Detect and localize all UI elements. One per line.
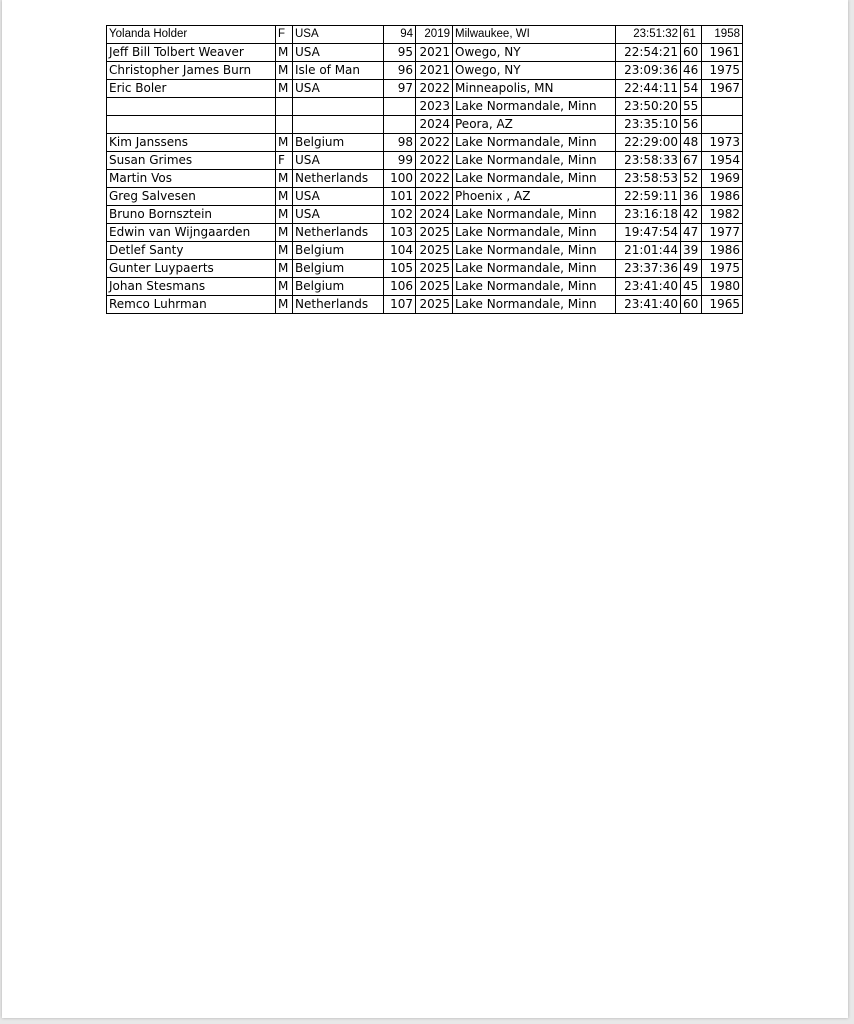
cell-age: 56 <box>681 116 702 134</box>
cell-name <box>107 98 276 116</box>
cell-age: 61 <box>681 26 702 44</box>
cell-birth-year: 1986 <box>702 188 743 206</box>
table-row <box>107 98 743 116</box>
cell-location: Lake Normandale, Minn <box>453 134 616 152</box>
cell-year: 2025 <box>416 242 453 260</box>
cell-number: 102 <box>384 206 416 224</box>
cell-name: Remco Luhrman <box>107 296 276 314</box>
cell-birth-year: 1977 <box>702 224 743 242</box>
cell-location: Peora, AZ <box>453 116 616 134</box>
cell-sex: M <box>276 80 293 98</box>
cell-age: 67 <box>681 152 702 170</box>
cell-time: 22:59:11 <box>616 188 681 206</box>
cell-time: 23:41:40 <box>616 278 681 296</box>
cell-name: Gunter Luypaerts <box>107 260 276 278</box>
cell-year: 2019 <box>416 26 453 44</box>
cell-number: 100 <box>384 170 416 188</box>
cell-age: 55 <box>681 98 702 116</box>
cell-age: 48 <box>681 134 702 152</box>
cell-age: 39 <box>681 242 702 260</box>
cell-sex: M <box>276 296 293 314</box>
cell-country: USA <box>293 206 384 224</box>
cell-name: Jeff Bill Tolbert Weaver <box>107 44 276 62</box>
cell-sex: M <box>276 242 293 260</box>
cell-sex: M <box>276 206 293 224</box>
cell-birth-year: 1982 <box>702 206 743 224</box>
cell-year: 2025 <box>416 278 453 296</box>
cell-country: Belgium <box>293 134 384 152</box>
cell-age: 52 <box>681 170 702 188</box>
cell-age: 49 <box>681 260 702 278</box>
cell-location: Lake Normandale, Minn <box>453 242 616 260</box>
table-row <box>107 224 743 242</box>
cell-year: 2024 <box>416 206 453 224</box>
table-row <box>107 152 743 170</box>
cell-year: 2022 <box>416 134 453 152</box>
cell-name: Detlef Santy <box>107 242 276 260</box>
cell-year: 2024 <box>416 116 453 134</box>
cell-name: Johan Stesmans <box>107 278 276 296</box>
cell-birth-year <box>702 98 743 116</box>
table-row <box>107 242 743 260</box>
cell-age: 60 <box>681 44 702 62</box>
table-row <box>107 26 743 44</box>
cell-country: USA <box>293 152 384 170</box>
cell-time: 19:47:54 <box>616 224 681 242</box>
cell-time: 23:35:10 <box>616 116 681 134</box>
cell-location: Lake Normandale, Minn <box>453 152 616 170</box>
cell-country <box>293 116 384 134</box>
cell-location: Lake Normandale, Minn <box>453 260 616 278</box>
table-row <box>107 188 743 206</box>
cell-country <box>293 98 384 116</box>
cell-time: 21:01:44 <box>616 242 681 260</box>
cell-name: Eric Boler <box>107 80 276 98</box>
cell-number: 95 <box>384 44 416 62</box>
cell-time: 23:50:20 <box>616 98 681 116</box>
cell-birth-year <box>702 116 743 134</box>
cell-country: Netherlands <box>293 224 384 242</box>
cell-birth-year: 1965 <box>702 296 743 314</box>
cell-year: 2023 <box>416 98 453 116</box>
cell-location: Lake Normandale, Minn <box>453 224 616 242</box>
cell-sex: M <box>276 170 293 188</box>
cell-year: 2025 <box>416 260 453 278</box>
cell-sex <box>276 116 293 134</box>
cell-location: Owego, NY <box>453 44 616 62</box>
table-row <box>107 62 743 80</box>
cell-number: 104 <box>384 242 416 260</box>
cell-name: Susan Grimes <box>107 152 276 170</box>
table-row <box>107 116 743 134</box>
cell-sex <box>276 98 293 116</box>
cell-country: Isle of Man <box>293 62 384 80</box>
cell-time: 23:16:18 <box>616 206 681 224</box>
cell-name: Martin Vos <box>107 170 276 188</box>
cell-sex: M <box>276 224 293 242</box>
cell-birth-year: 1973 <box>702 134 743 152</box>
cell-birth-year: 1958 <box>702 26 743 44</box>
cell-number: 103 <box>384 224 416 242</box>
document-page <box>2 0 848 1018</box>
cell-country: Netherlands <box>293 170 384 188</box>
cell-time: 23:58:53 <box>616 170 681 188</box>
table-row <box>107 278 743 296</box>
cell-country: Belgium <box>293 278 384 296</box>
cell-time: 23:58:33 <box>616 152 681 170</box>
cell-birth-year: 1967 <box>702 80 743 98</box>
cell-number <box>384 116 416 134</box>
cell-location: Phoenix , AZ <box>453 188 616 206</box>
cell-location: Lake Normandale, Minn <box>453 278 616 296</box>
cell-number: 101 <box>384 188 416 206</box>
cell-time: 23:41:40 <box>616 296 681 314</box>
cell-country: USA <box>293 44 384 62</box>
cell-time: 22:44:11 <box>616 80 681 98</box>
cell-country: Belgium <box>293 260 384 278</box>
cell-birth-year: 1980 <box>702 278 743 296</box>
cell-location: Lake Normandale, Minn <box>453 296 616 314</box>
cell-location: Lake Normandale, Minn <box>453 98 616 116</box>
cell-age: 45 <box>681 278 702 296</box>
cell-sex: M <box>276 44 293 62</box>
cell-number: 99 <box>384 152 416 170</box>
cell-time: 22:54:21 <box>616 44 681 62</box>
cell-age: 36 <box>681 188 702 206</box>
cell-age: 60 <box>681 296 702 314</box>
cell-sex: F <box>276 26 293 44</box>
cell-year: 2021 <box>416 44 453 62</box>
cell-age: 47 <box>681 224 702 242</box>
cell-age: 42 <box>681 206 702 224</box>
cell-number: 107 <box>384 296 416 314</box>
table-row <box>107 170 743 188</box>
cell-year: 2022 <box>416 80 453 98</box>
cell-name: Kim Janssens <box>107 134 276 152</box>
roster-table <box>106 25 743 314</box>
cell-country: Belgium <box>293 242 384 260</box>
cell-sex: F <box>276 152 293 170</box>
cell-sex: M <box>276 278 293 296</box>
cell-location: Milwaukee, WI <box>453 26 616 44</box>
cell-year: 2022 <box>416 188 453 206</box>
cell-sex: M <box>276 134 293 152</box>
cell-name: Greg Salvesen <box>107 188 276 206</box>
cell-birth-year: 1954 <box>702 152 743 170</box>
roster-table-body <box>107 26 743 314</box>
cell-year: 2021 <box>416 62 453 80</box>
cell-location: Lake Normandale, Minn <box>453 170 616 188</box>
table-row <box>107 44 743 62</box>
cell-number: 105 <box>384 260 416 278</box>
cell-name: Yolanda Holder <box>107 26 276 44</box>
cell-name: Edwin van Wijngaarden <box>107 224 276 242</box>
cell-year: 2025 <box>416 296 453 314</box>
cell-age: 54 <box>681 80 702 98</box>
cell-name: Bruno Bornsztein <box>107 206 276 224</box>
cell-country: USA <box>293 188 384 206</box>
cell-location: Lake Normandale, Minn <box>453 206 616 224</box>
cell-sex: M <box>276 62 293 80</box>
cell-birth-year: 1986 <box>702 242 743 260</box>
cell-country: USA <box>293 80 384 98</box>
cell-time: 23:09:36 <box>616 62 681 80</box>
cell-year: 2022 <box>416 170 453 188</box>
cell-country: Netherlands <box>293 296 384 314</box>
table-row <box>107 296 743 314</box>
cell-birth-year: 1961 <box>702 44 743 62</box>
cell-number <box>384 98 416 116</box>
cell-country: USA <box>293 26 384 44</box>
table-row <box>107 134 743 152</box>
cell-sex: M <box>276 188 293 206</box>
cell-year: 2022 <box>416 152 453 170</box>
cell-name <box>107 116 276 134</box>
cell-time: 22:29:00 <box>616 134 681 152</box>
table-row <box>107 260 743 278</box>
cell-sex: M <box>276 260 293 278</box>
cell-number: 94 <box>384 26 416 44</box>
cell-number: 98 <box>384 134 416 152</box>
cell-age: 46 <box>681 62 702 80</box>
cell-year: 2025 <box>416 224 453 242</box>
cell-location: Minneapolis, MN <box>453 80 616 98</box>
cell-number: 97 <box>384 80 416 98</box>
cell-birth-year: 1969 <box>702 170 743 188</box>
cell-name: Christopher James Burn <box>107 62 276 80</box>
table-row <box>107 206 743 224</box>
cell-number: 96 <box>384 62 416 80</box>
table-row <box>107 80 743 98</box>
cell-birth-year: 1975 <box>702 260 743 278</box>
cell-time: 23:51:32 <box>616 26 681 44</box>
cell-birth-year: 1975 <box>702 62 743 80</box>
cell-location: Owego, NY <box>453 62 616 80</box>
cell-time: 23:37:36 <box>616 260 681 278</box>
cell-number: 106 <box>384 278 416 296</box>
